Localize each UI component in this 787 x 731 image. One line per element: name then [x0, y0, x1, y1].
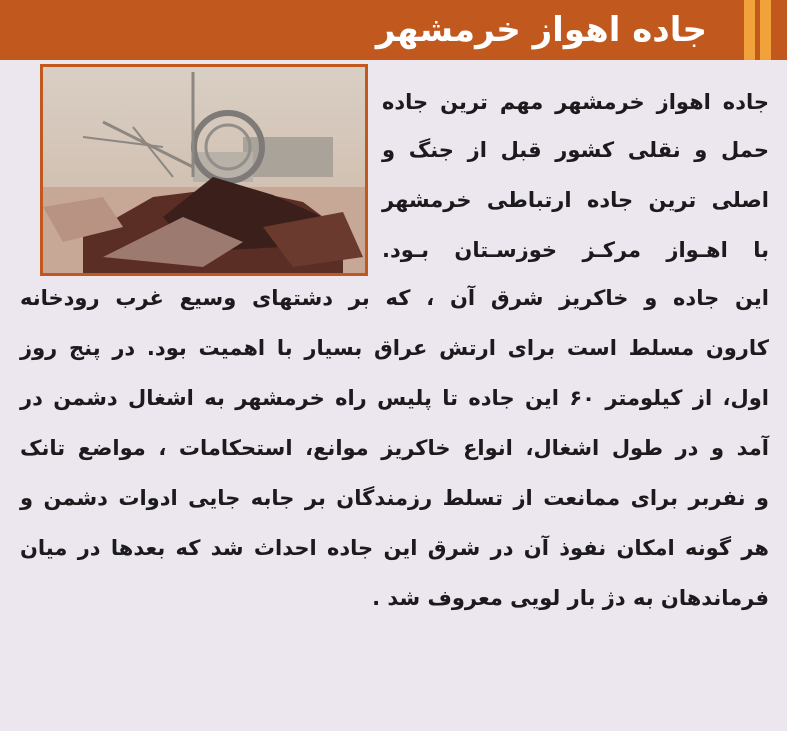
article-line: آمد و در طول اشغال، انواع خاکریز موانع، استحکامات ، مواضع تانک [20, 436, 769, 460]
article-line: جاده اهواز خرمشهر مهم ترین جاده [382, 90, 769, 114]
article-line: حمل و نقلی کشور قبل از جنگ و [382, 138, 769, 162]
war-wreckage-photo [40, 64, 368, 276]
article-line: با اهـواز مرکـز خوزسـتان بـود. [382, 238, 769, 262]
article-line: و نفربر برای ممانعت از تسلط رزمندگان بر جابه جایی ادوات دشمن و [20, 486, 769, 510]
title-banner [0, 0, 787, 60]
article-line: فرماندهان به دژ بار لویی معروف شد . [372, 586, 769, 610]
article-line: هر گونه امکان نفوذ آن در شرق این جاده احداث شد که بعدها در میان [20, 536, 769, 560]
page-title: جاده اهواز خرمشهر [375, 10, 707, 50]
article-line: اصلی ترین جاده ارتباطی خرمشهر [382, 188, 769, 212]
article-line: اول، از کیلومتر ۶۰ این جاده تا پلیس راه خرمشهر به اشغال دشمن در [20, 386, 769, 410]
article-line: این جاده و خاکریز شرق آن ، که بر دشتهای وسیع غرب رودخانه [20, 286, 769, 310]
decorative-stripes [711, 0, 771, 60]
article-line: کارون مسلط است برای ارتش عراق بسیار با اهمیت بود. در پنج روز [20, 336, 769, 360]
